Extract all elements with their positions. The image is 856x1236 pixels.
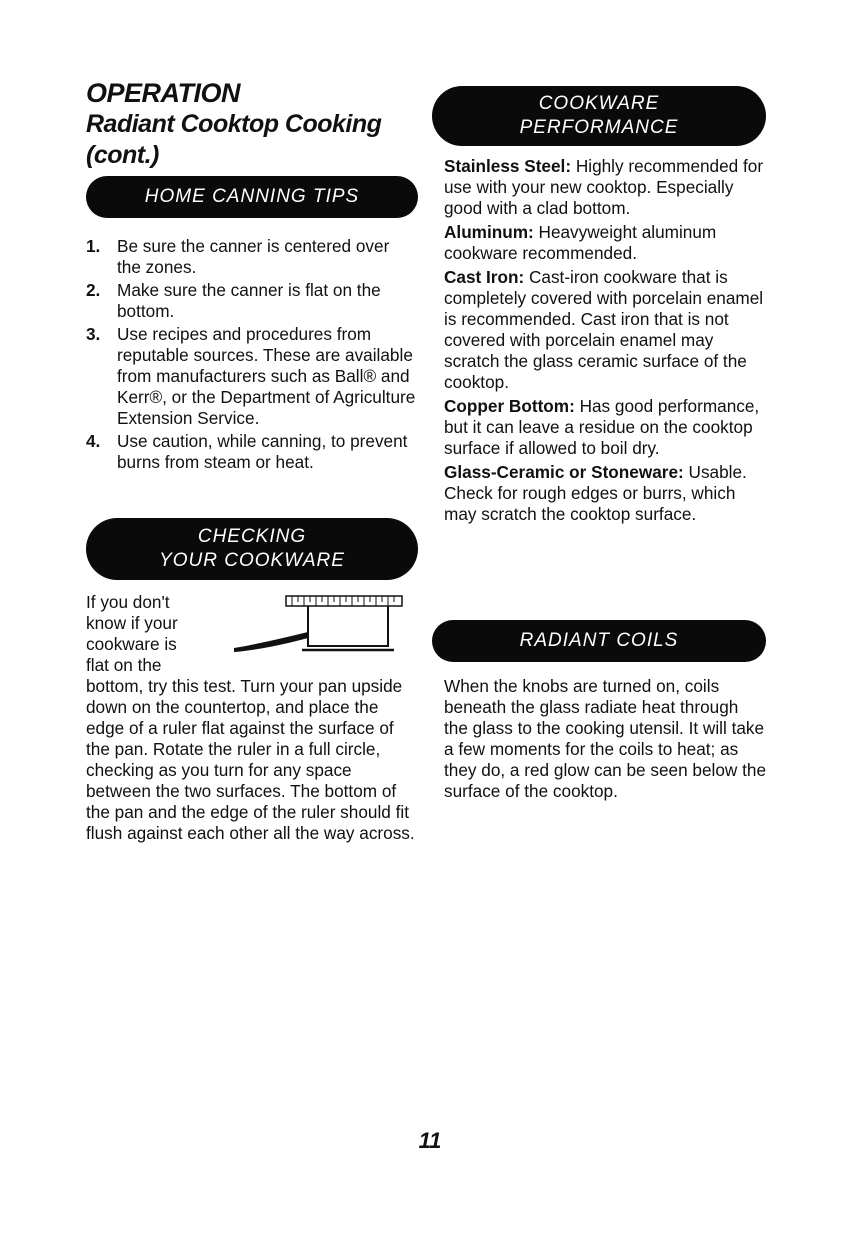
page-title-cont: (cont.) bbox=[86, 141, 159, 169]
cookware-item-label: Copper Bottom: bbox=[444, 396, 575, 416]
cookware-item-label: Glass-Ceramic or Stoneware: bbox=[444, 462, 684, 482]
intro-line: If you don't bbox=[86, 592, 170, 612]
cookware-performance-list bbox=[444, 156, 766, 528]
list-item-number: 2. bbox=[86, 280, 101, 300]
checking-body-text: bottom, try this test. Turn your pan upside down on the countertop, and place the edge of a ruler flat against the surface of the pan. Rotate the ruler in a full circle, checking as you turn for any space between the two surfaces. The bottom of the pan and the edge of the ruler should fit flush against each other all the way across. bbox=[86, 676, 415, 843]
page-heading bbox=[86, 78, 381, 171]
cookware-item-label: Cast Iron: bbox=[444, 267, 525, 287]
radiant-coils-header-text: RADIANT COILS bbox=[519, 630, 679, 651]
cookware-item-text: Has good performance, but it can leave a residue on the cooktop surface if allowed to boil dry. bbox=[444, 396, 760, 458]
home-canning-list bbox=[86, 236, 416, 475]
intro-line: flat on the bbox=[86, 655, 162, 675]
list-item-number: 4. bbox=[86, 431, 101, 451]
cookware-item bbox=[444, 267, 766, 393]
cookware-item-text: Highly recommended for use with your new cooktop. Especially good with a clad bottom. bbox=[444, 156, 764, 218]
checking-cookware-header-line1: CHECKING bbox=[197, 526, 307, 547]
list-item-text: Use caution, while canning, to prevent burns from steam or heat. bbox=[117, 431, 408, 472]
checking-intro bbox=[86, 592, 226, 676]
list-item bbox=[86, 280, 416, 322]
cookware-item bbox=[444, 222, 766, 264]
cookware-item-text: Cast-iron cookware that is completely covered with porcelain enamel is recommended. Cast iron that is not covered with porcelain enamel may scratch the glass ceramic surface of the cooktop. bbox=[444, 267, 764, 392]
list-item-text: Use recipes and procedures from reputable sources. These are available from manufacturers such as Ball® and Kerr®, or the Department of Agriculture Extension Service. bbox=[117, 324, 416, 428]
page-title: Radiant Cooktop Cooking bbox=[86, 110, 382, 138]
cookware-item bbox=[444, 396, 766, 459]
section-title: OPERATION bbox=[86, 78, 241, 108]
list-item bbox=[86, 324, 416, 429]
list-item-text: Make sure the canner is flat on the bottom. bbox=[117, 280, 381, 321]
page-number: 11 bbox=[418, 1128, 442, 1153]
cookware-item bbox=[444, 462, 766, 525]
cookware-item-label: Stainless Steel: bbox=[444, 156, 572, 176]
radiant-coils-header bbox=[432, 620, 766, 662]
cookware-performance-header-line2: PERFORMANCE bbox=[519, 117, 679, 138]
checking-cookware-header-line2: YOUR COOKWARE bbox=[159, 550, 345, 571]
radiant-coils-body-text: When the knobs are turned on, coils beneath the glass radiate heat through the glass to the cooking utensil. It will take a few moments for the coils to heat; as they do, a red glow can be seen below the surface of the cooktop. bbox=[444, 676, 767, 801]
checking-cookware-header bbox=[86, 518, 418, 580]
intro-line: know if your bbox=[86, 613, 178, 633]
cookware-item bbox=[444, 156, 766, 219]
pan-ruler-illustration bbox=[228, 592, 408, 660]
list-item-number: 1. bbox=[86, 236, 101, 256]
cookware-item-text: Usable. Check for rough edges or burrs, which may scratch the cooktop surface. bbox=[444, 462, 747, 524]
cookware-item-label: Aluminum: bbox=[444, 222, 534, 242]
cookware-item-text: Heavyweight aluminum cookware recommended. bbox=[444, 222, 717, 263]
home-canning-header bbox=[86, 176, 418, 218]
radiant-coils-body bbox=[444, 676, 766, 802]
cookware-performance-header bbox=[432, 86, 766, 146]
intro-line: cookware is bbox=[86, 634, 177, 654]
list-item-number: 3. bbox=[86, 324, 101, 344]
list-item bbox=[86, 236, 416, 278]
checking-body bbox=[86, 676, 416, 844]
list-item-text: Be sure the canner is centered over the zones. bbox=[117, 236, 390, 277]
cookware-performance-header-line1: COOKWARE bbox=[538, 93, 660, 114]
home-canning-header-text: HOME CANNING TIPS bbox=[144, 186, 360, 207]
list-item bbox=[86, 431, 416, 473]
